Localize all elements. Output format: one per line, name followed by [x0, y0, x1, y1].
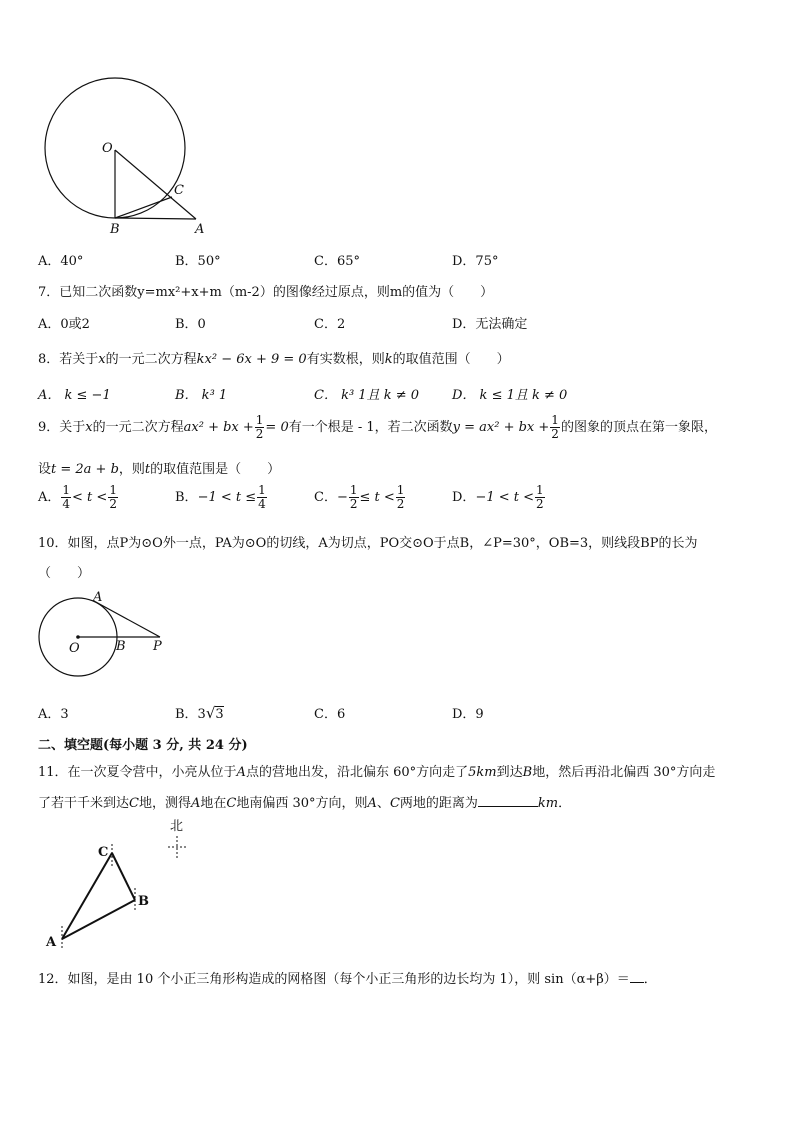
label-p: P [153, 639, 162, 654]
q11-figure [40, 816, 200, 952]
segment-cb [112, 853, 135, 900]
q10-paren: （ ） [38, 566, 91, 581]
q8-text: 8．若关于x的一元二次方程kx² − 6x + 9 = 0有实数根，则k的取值范围（ ） [38, 352, 510, 367]
q12-answer-blank[interactable] [630, 970, 644, 983]
q10-figure [36, 588, 176, 688]
label-b: B [116, 639, 126, 654]
q8-option-a: A． k ≤ −1 [38, 388, 111, 403]
q6-option-a: A．40° [38, 254, 84, 269]
q6-option-b: B．50° [175, 254, 221, 269]
label-o: O [69, 641, 80, 656]
q8-option-b: B． k³ 1 [175, 388, 228, 403]
q8-option-d: D． k ≤ 1且 k ≠ 0 [452, 388, 568, 403]
q11-line2: 了若干千米到达C地，测得A地在C地南偏西 30°方向，则A、C两地的距离为 km． [38, 796, 572, 811]
segment-bc [115, 197, 172, 218]
q6-figure [38, 74, 218, 240]
q10-option-a: A．3 [38, 707, 69, 722]
q6-option-d: D．75° [452, 254, 499, 269]
q9-option-c: C．− $\frac{1}{2}$ ≤ t < $\frac{1}{2}$ [314, 483, 405, 511]
label-a: A [195, 222, 205, 237]
q10-option-d: D．9 [452, 707, 484, 722]
q11-line1: 11．在一次夏令营中，小亮从位于A点的营地出发，沿北偏东 60°方向走了5km到达B地，然后再沿北偏西 30°方向走 [38, 765, 716, 780]
label-b: B [110, 222, 120, 237]
label-a: A [93, 590, 103, 605]
q10-text: 10．如图，点P为⊙O外一点，PA为⊙O的切线，A为切点，PO交⊙O于点B，∠P=30°，OB=3，则线段BP的长为 [38, 536, 698, 551]
q7-option-a: A．0或2 [38, 317, 90, 332]
point-o [76, 635, 80, 639]
segment-ap [94, 601, 160, 637]
q7-option-b: B．0 [175, 317, 206, 332]
q7-option-d: D．无法确定 [452, 317, 528, 332]
q10-option-c: C．6 [314, 707, 346, 722]
q9-option-b: B．−1 < t ≤ $\frac{1}{4}$ [175, 483, 266, 511]
north-label: 北 [170, 819, 184, 834]
q9-line1: 9．关于x的一元二次方程ax² + bx + $\frac{1}{2}$ = 0有一个根是 - 1，若二次函数y = ax² + bx + $\frac{1}{2}$ 的图象的顶点在第一象限， [38, 413, 717, 441]
q8-option-c: C． k³ 1且 k ≠ 0 [314, 388, 420, 403]
q12-text: 12．如图，是由 10 个小正三角形构造成的网格图（每个小正三角形的边长均为 1），则 sin（α+β）＝ ． [38, 972, 657, 987]
q11-answer-blank[interactable] [478, 794, 538, 807]
label-c: C [98, 845, 109, 860]
q7-option-c: C．2 [314, 317, 346, 332]
q6-option-c: C．65° [314, 254, 360, 269]
q9-line2: 设t = 2a + b，则t的取值范围是（ ） [38, 462, 281, 477]
q10-option-b: B．3√3 [175, 704, 224, 722]
segment-ba [115, 218, 196, 219]
q9-option-a: A． $\frac{1}{4}$ < t < $\frac{1}{2}$ [38, 483, 117, 511]
q9-option-d: D．−1 < t < $\frac{1}{2}$ [452, 483, 544, 511]
label-b: B [138, 894, 149, 909]
section-fill-in-heading: 二、填空题(每小题 3 分, 共 24 分) [38, 738, 248, 753]
q7-text: 7．已知二次函数y=mx²+x+m（m-2）的图像经过原点，则m的值为（ ） [38, 285, 494, 300]
label-a: A [46, 935, 57, 950]
label-o: O [102, 141, 113, 156]
label-c: C [174, 183, 184, 198]
